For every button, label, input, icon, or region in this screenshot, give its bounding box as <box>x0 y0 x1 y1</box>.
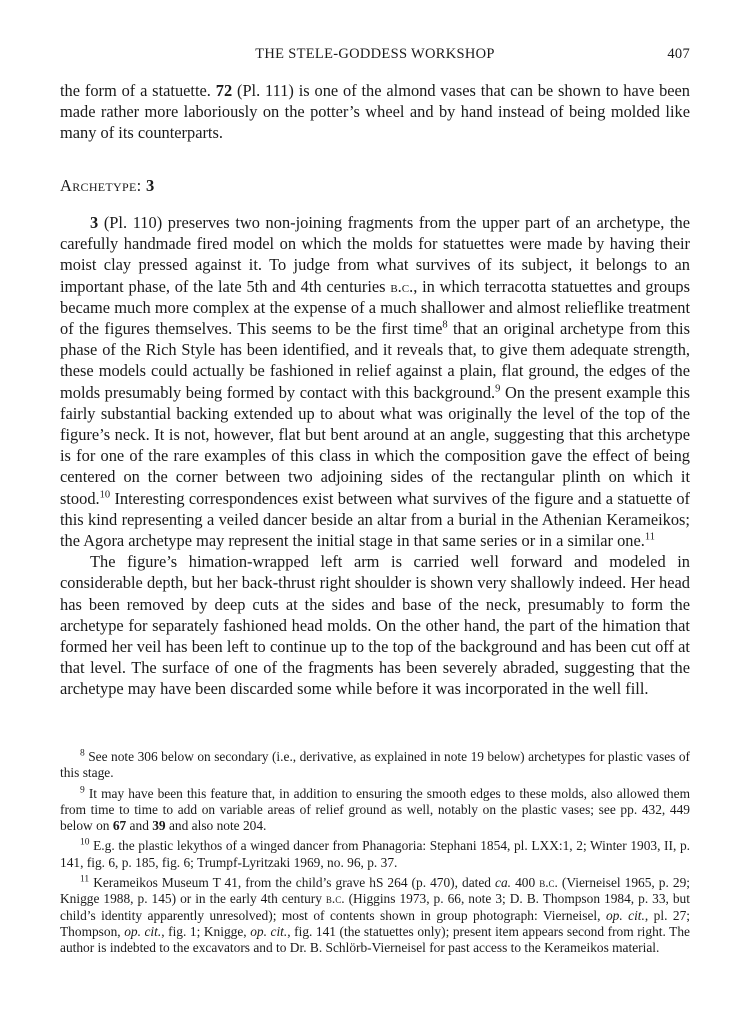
footnote-11: $^{11}$ Kerameikos Museum T 41, from the child’s grave hS 264 (p. 470), dated ca. 400 b.c. (Vierneisel 1965, p. 29; Knigge 1988, p. 145) or in the early 4th century b.c. (Higgins 1973, p. 66, note 3; D. B. Thompson 1984, p. 33, but child’s identity apparently unresolved); most of contents shown in group photograph: Vierneisel, op. cit., pl. 27; Thompson, op. cit., fig. 1; Knigge, op. cit., fig. 141 (the statuettes only); present item appears second from right. The author is indebted to the excavators and to Dr. B. Schlörb-Vierneisel for past access to the Kerameikos material. <box>60 874 690 956</box>
main-text <box>60 212 690 700</box>
paragraph-1: 3 (Pl. 110) preserves two non-joining fragments from the upper part of an archetype, the carefully handmade fired model on which the molds for statuettes were made by having their moist clay pressed against it. To judge from what survives of its subject, it belongs to an important phase, of the late 5th and 4th centuries b.c., in which terracotta statuettes and groups became much more complex at the expense of a much shallower and almost relieflike treatment of the figures themselves. This seems to be the first time$^8$ that an original archetype from this phase of the Rich Style has been identified, and it reveals that, to give them adequate strength, these models could actually be fashioned in relief against a plain, flat ground, the edges of the molds presumably being formed by contact with this background.$^9$ On the present example this fairly substantial backing extended up to about what was originally the level of the top of the figure’s neck. It is not, however, flat but bent around at an angle, suggesting that this archetype is for one of the rare examples of this class in which the composition gave the effect of being centered on the corner between two adjoining sides of the rectangular plinth on which it stood.$^{10}$ Interesting correspondences exist between what survives of the figure and a statuette of this kind representing a veiled dancer beside an altar from a burial in the Athenian Kerameikos; the Agora archetype may represent the initial stage in that same series or in a similar one.$^{11}$ <box>60 213 691 551</box>
running-title: THE STELE-GODDESS WORKSHOP <box>255 46 495 62</box>
footnote-number: 11 <box>80 874 90 885</box>
page-number: 407 <box>667 46 690 62</box>
running-head <box>60 46 690 68</box>
footnote-ref-9[interactable]: 9 <box>495 383 501 395</box>
footnote-10: $^{10}$ E.g. the plastic lekythos of a winged dancer from Phanagoria: Stephani 1854, pl. LXX:1, 2; Winter 1903, II, p. 141, fig. 6, p. 185, fig. 6; Trumpf-Lyritzaki 1969, no. 96, p. 37. <box>60 838 690 870</box>
section-heading <box>60 176 155 196</box>
footnote-ref-11[interactable]: 11 <box>644 531 655 543</box>
catalog-ref-3: 3 <box>90 213 99 232</box>
section-heading-number: 3 <box>145 176 155 195</box>
section-heading-label: Archetype: <box>60 176 142 195</box>
footnote-number: 8 <box>80 748 85 759</box>
footnotes <box>60 749 690 961</box>
footnote-8: $^8$ See note 306 below on secondary (i.e., derivative, as explained in note 19 below) archetypes for plastic vases of this stage. <box>60 748 690 781</box>
footnote-ref-8[interactable]: 8 <box>442 319 448 331</box>
paragraph-2: The figure’s himation-wrapped left arm is carried well forward and modeled in considerable depth, but her back-thrust right shoulder is shown very shallowly indeed. Her head has been removed by deep cuts at the sides and base of the neck, presumably to form the archetype for separately fashioned head molds. On the other hand, the part of the himation that formed her veil has been left to continue up to the top of the background and has been cut off at that level. The surface of one of the fragments has been severely abraded, suggesting that the archetype may have been discarded some while before it was incorporated in the well fill. <box>60 552 690 699</box>
footnote-number: 10 <box>80 838 90 849</box>
catalog-ref-72: 72 <box>215 81 233 100</box>
footnote-number: 9 <box>80 785 85 796</box>
intro-paragraph: the form of a statuette. 72 (Pl. 111) is one of the almond vases that can be shown to have been made rather more laboriously on the potter’s wheel and by hand instead of being molded like many of its counterparts. <box>60 81 691 143</box>
footnote-9: $^9$ It may have been this feature that, in addition to ensuring the smooth edges to these molds, also allowed them from time to time to add on variable areas of relief ground as well, notably on the plastic vases; see pp. 432, 449 below on 67 and 39 and also note 204. <box>60 785 690 834</box>
footnote-ref-10[interactable]: 10 <box>99 489 111 501</box>
